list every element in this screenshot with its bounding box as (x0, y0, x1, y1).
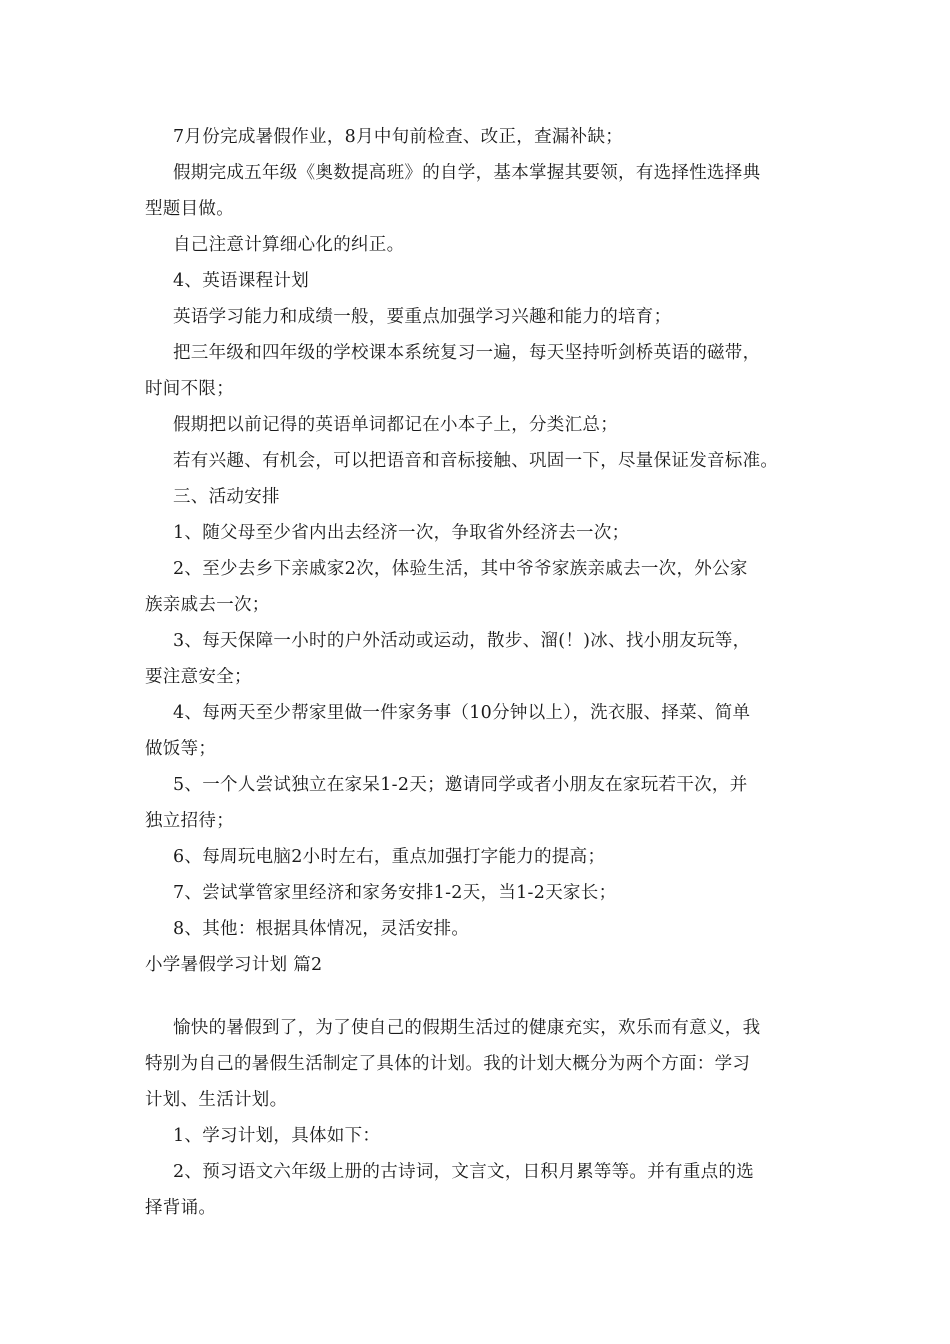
list-item-continuation: 择背诵。 (145, 1198, 217, 1218)
paragraph-line: 假期完成五年级《奥数提高班》的自学，基本掌握其要领，有选择性选择典 (173, 163, 761, 183)
section-heading: 4、英语课程计划 (173, 271, 310, 291)
list-item: 3、每天保障一小时的户外活动或运动，散步、溜(！)冰、找小朋友玩等， (173, 631, 751, 651)
list-item: 6、每周玩电脑2小时左右，重点加强打字能力的提高； (173, 847, 606, 867)
list-item: 1、学习计划，具体如下： (173, 1126, 381, 1146)
paragraph-line: 计划、生活计划。 (145, 1090, 288, 1110)
paragraph-line: 特别为自己的暑假生活制定了具体的计划。我的计划大概分为两个方面：学习 (145, 1054, 751, 1074)
paragraph-line: 自己注意计算细心化的纠正。 (173, 235, 405, 255)
list-item-continuation: 独立招待； (145, 811, 234, 831)
article-title: 小学暑假学习计划 篇2 (145, 955, 323, 975)
list-item: 4、每两天至少帮家里做一件家务事（10分钟以上），洗衣服、择菜、简单 (173, 703, 751, 723)
paragraph-line: 7月份完成暑假作业，8月中旬前检查、改正，查漏补缺； (173, 127, 624, 147)
list-item: 2、预习语文六年级上册的古诗词，文言文，日积月累等等。并有重点的选 (173, 1162, 755, 1182)
paragraph-line: 时间不限； (145, 379, 234, 399)
list-item-continuation: 要注意安全； (145, 667, 252, 687)
paragraph-line: 型题目做。 (145, 199, 234, 219)
paragraph-line: 把三年级和四年级的学校课本系统复习一遍，每天坚持听剑桥英语的磁带， (173, 343, 761, 363)
list-item-continuation: 做饭等； (145, 739, 217, 759)
list-item: 2、至少去乡下亲戚家2次，体验生活，其中爷爷家族亲戚去一次，外公家 (173, 559, 748, 579)
section-heading: 三、活动安排 (173, 487, 280, 507)
list-item-continuation: 族亲戚去一次； (145, 595, 270, 615)
paragraph-line: 假期把以前记得的英语单词都记在小本子上，分类汇总； (173, 415, 618, 435)
list-item: 8、其他：根据具体情况，灵活安排。 (173, 919, 470, 939)
paragraph-line: 若有兴趣、有机会，可以把语音和音标接触、巩固一下，尽量保证发音标准。 (173, 451, 779, 471)
list-item: 7、尝试掌管家里经济和家务安排1-2天，当1-2天家长； (173, 883, 617, 903)
paragraph-line: 愉快的暑假到了，为了使自己的假期生活过的健康充实，欢乐而有意义，我 (173, 1018, 761, 1038)
list-item: 5、一个人尝试独立在家呆1-2天；邀请同学或者小朋友在家玩若干次，并 (173, 775, 748, 795)
list-item: 1、随父母至少省内出去经济一次，争取省外经济去一次； (173, 523, 630, 543)
paragraph-line: 英语学习能力和成绩一般，要重点加强学习兴趣和能力的培育； (173, 307, 672, 327)
